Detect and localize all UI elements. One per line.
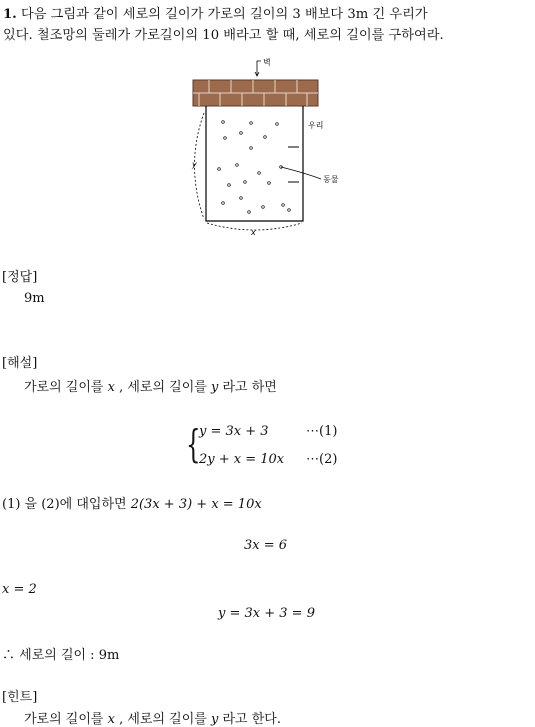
step-3x-equals-6: 3x = 6 [244, 538, 288, 553]
equation-2: 2y + x = 10x [199, 452, 285, 467]
animal-label: 동물 [323, 175, 339, 184]
equation-1-tag: ⋯(1) [306, 424, 338, 439]
solution-header: [해설] [2, 356, 38, 371]
animal-pointer [281, 167, 321, 179]
pen-fence [206, 106, 303, 221]
x-label: x [251, 228, 256, 237]
solution-intro: 가로의 길이를 x , 세로의 길이를 y 라고 하면 [24, 380, 277, 395]
substitution-equation: 2(3x + 3) + x = 10x [130, 497, 262, 512]
y-label: y [192, 160, 197, 169]
problem-text-line1: 다음 그림과 같이 세로의 길이가 가로의 길이의 3 배보다 3m 긴 우리가 [20, 7, 428, 22]
problem-number: 1. [3, 7, 17, 22]
equation-2-tag: ⋯(2) [306, 452, 338, 467]
step-y-equals-9: y = 3x + 3 = 9 [218, 606, 315, 621]
system-brace: { [186, 422, 201, 466]
hint-text: 가로의 길이를 x , 세로의 길이를 y 라고 한다. [24, 712, 281, 727]
wall-pointer [257, 61, 261, 75]
var-x: x [107, 380, 115, 395]
var-y: y [211, 380, 219, 395]
animal-dots [218, 121, 291, 214]
problem-text-line2: 있다. 철조망의 둘레가 가로길이의 10 배라고 할 때, 세로의 길이를 구하여라. [3, 28, 444, 43]
step-x-equals-2: x = 2 [2, 582, 37, 597]
pen-figure [185, 55, 355, 240]
wall-label: 벽 [263, 58, 271, 67]
pen-label: 우리 [308, 121, 324, 130]
brick-wall [193, 80, 318, 106]
answer-value: 9m [24, 291, 45, 306]
hint-header: [힌트] [2, 690, 38, 705]
therefore-line: ∴ 세로의 길이 : 9m [2, 648, 120, 663]
problem-statement [3, 4, 531, 46]
equation-1: y = 3x + 3 [199, 424, 269, 439]
answer-header: [정답] [2, 270, 38, 285]
substitution-line: (1) 을 (2)에 대입하면 2(3x + 3) + x = 10x [2, 497, 262, 512]
